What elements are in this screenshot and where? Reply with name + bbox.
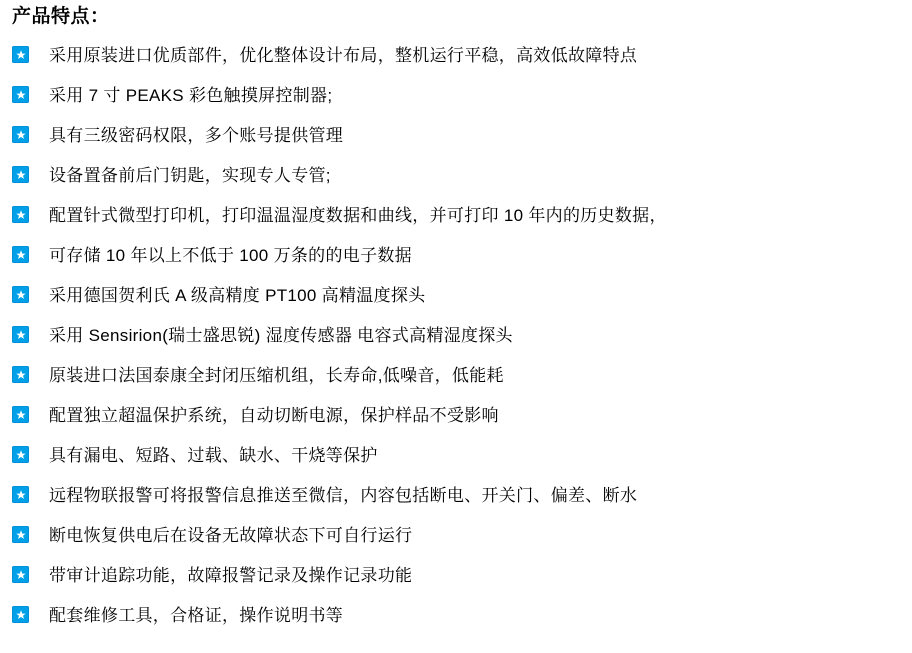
list-item	[10, 356, 902, 396]
list-item	[10, 316, 902, 356]
star-square-icon	[12, 46, 29, 63]
star-square-icon	[12, 126, 29, 143]
feature-text: 设备置备前后门钥匙，实现专人专管;	[49, 166, 331, 185]
list-item	[10, 276, 902, 316]
list-item	[10, 476, 902, 516]
star-square-icon	[12, 526, 29, 543]
star-square-icon	[12, 366, 29, 383]
star-square-icon	[12, 606, 29, 623]
list-item	[10, 196, 902, 236]
list-item	[10, 76, 902, 116]
feature-text: 带审计追踪功能，故障报警记录及操作记录功能	[49, 566, 413, 585]
feature-list	[10, 36, 902, 636]
list-item	[10, 236, 902, 276]
star-square-icon	[12, 326, 29, 343]
list-item	[10, 396, 902, 436]
list-item	[10, 156, 902, 196]
list-item	[10, 116, 902, 156]
star-square-icon	[12, 206, 29, 223]
list-item	[10, 436, 902, 476]
star-square-icon	[12, 86, 29, 103]
list-item	[10, 596, 902, 636]
star-square-icon	[12, 286, 29, 303]
star-square-icon	[12, 406, 29, 423]
list-item	[10, 516, 902, 556]
star-square-icon	[12, 566, 29, 583]
feature-text: 采用 7 寸 PEAKS 彩色触摸屏控制器;	[49, 86, 333, 105]
page-title: 产品特点：	[12, 6, 110, 27]
star-square-icon	[12, 246, 29, 263]
list-item	[10, 556, 902, 596]
feature-text: 具有漏电、短路、过载、缺水、干烧等保护	[49, 446, 378, 465]
feature-text: 远程物联报警可将报警信息推送至微信，内容包括断电、开关门、偏差、断水	[49, 486, 638, 505]
feature-text: 采用德国贺利氏 A 级高精度 PT100 高精温度探头	[49, 286, 426, 305]
list-item	[10, 36, 902, 76]
star-square-icon	[12, 446, 29, 463]
feature-text: 具有三级密码权限，多个账号提供管理	[49, 126, 344, 145]
star-square-icon	[12, 166, 29, 183]
feature-text: 采用 Sensirion(瑞士盛思锐) 湿度传感器 电容式高精湿度探头	[49, 326, 513, 345]
star-square-icon	[12, 486, 29, 503]
feature-text: 配置针式微型打印机，打印温温湿度数据和曲线，并可打印 10 年内的历史数据，	[49, 206, 667, 225]
feature-text: 断电恢复供电后在设备无故障状态下可自行运行	[49, 526, 413, 545]
feature-text: 可存储 10 年以上不低于 100 万条的的电子数据	[49, 246, 412, 265]
feature-text: 配套维修工具，合格证，操作说明书等	[49, 606, 344, 625]
feature-text: 原装进口法国泰康全封闭压缩机组，长寿命,低噪音，低能耗	[49, 366, 504, 385]
feature-text: 配置独立超温保护系统，自动切断电源，保护样品不受影响	[49, 406, 499, 425]
feature-text: 采用原装进口优质部件，优化整体设计布局，整机运行平稳，高效低故障特点	[49, 46, 638, 65]
